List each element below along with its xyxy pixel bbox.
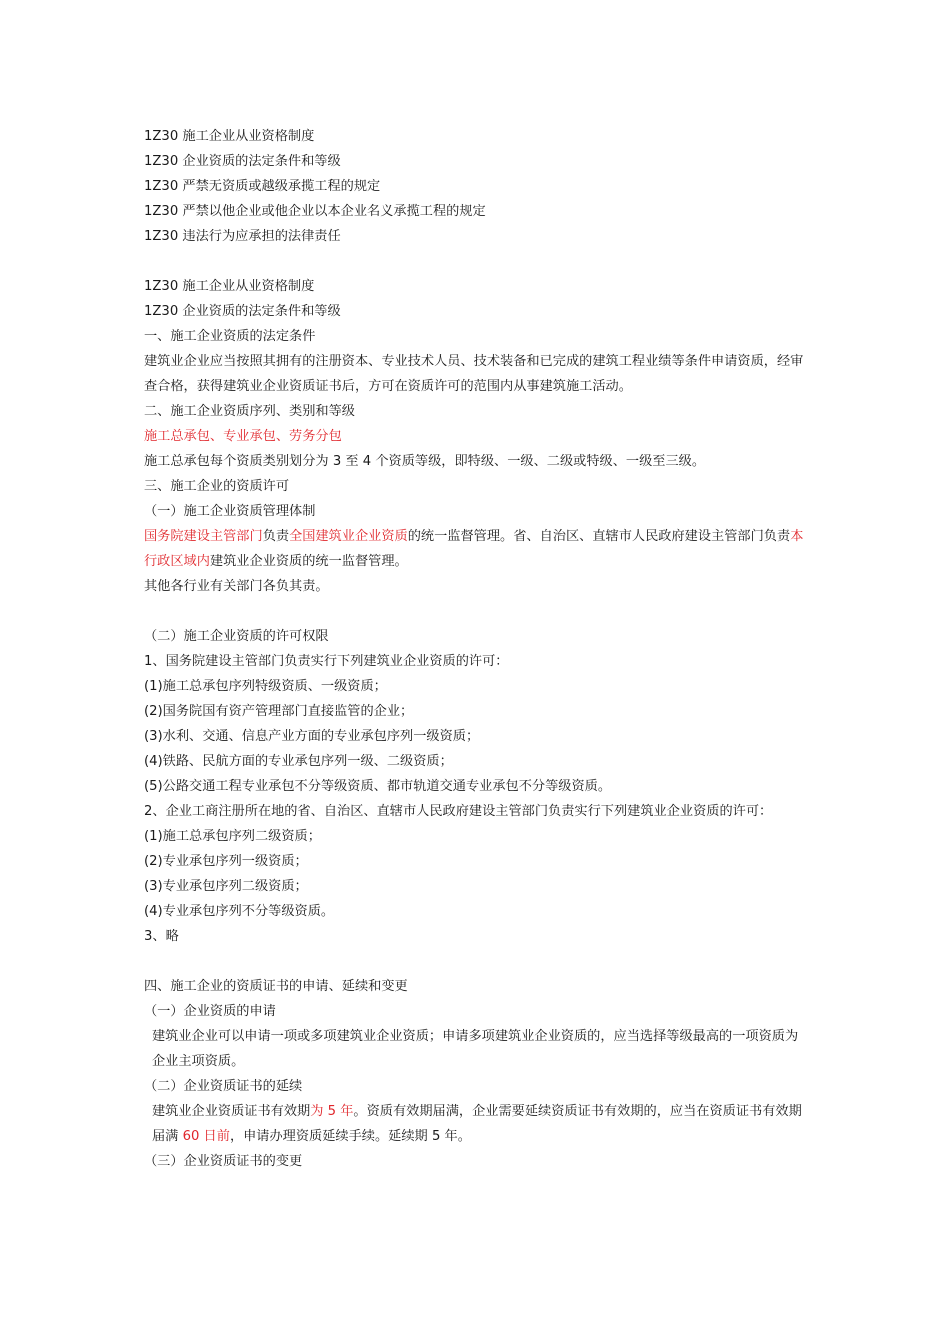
highlight-text: 全国建筑业企业资质 [289,529,408,544]
subheading-authority: （二）施工企业资质的许可权限 [144,629,329,644]
section-subtitle: 1Z30 企业资质的法定条件和等级 [144,304,341,319]
paragraph-renewal [144,1099,810,1149]
paragraph-other-departments: 其他各行业有关部门各负其责。 [144,579,329,594]
text-run: 建筑业企业资质证书有效期 [152,1104,311,1119]
spacer [144,599,810,624]
subheading-renewal: （二）企业资质证书的延续 [144,1079,303,1094]
list-item: (5)公路交通工程专业承包不分等级资质、都市轨道交通专业承包不分等级资质。 [144,779,612,794]
text-run: ，申请办理资质延续手续。延续期 5 年。 [229,1129,471,1144]
paragraph-conditions: 建筑业企业应当按照其拥有的注册资本、专业技术人员、技术装备和已完成的建筑工程业绩等条件申请资质，经审查合格，获得建筑业企业资质证书后，方可在资质许可的范围内从事建筑施工活动。 [144,354,804,394]
paragraph-grades: 施工总承包每个资质类别划分为 3 至 4 个资质等级，即特级、一级、二级或特级、一级至三级。 [144,454,706,469]
heading-certificate: 四、施工企业的资质证书的申请、延续和变更 [144,979,408,994]
text-run: 的统一监督管理。省、自治区、直辖市人民政府建设主管部门负责 [407,529,791,544]
heading-permit: 三、施工企业的资质许可 [144,479,290,494]
highlight-text: 国务院建设主管部门 [144,529,263,544]
highlight-text: 本行政区域内 [144,529,804,569]
spacer [144,949,810,974]
list-title: 2、企业工商注册所在地的省、自治区、直辖市人民政府建设主管部门负责实行下列建筑业企业资质的许可： [144,804,773,819]
section-title: 1Z30 施工企业从业资格制度 [144,279,315,294]
list-item: (3)专业承包序列二级资质； [144,879,308,894]
toc-item: 1Z30 企业资质的法定条件和等级 [144,154,341,169]
highlight-text: 为 5 年 [310,1104,354,1119]
list-item: (1)施工总承包序列特级资质、一级资质； [144,679,387,694]
subheading-change: （三）企业资质证书的变更 [144,1154,303,1169]
list-item: (4)专业承包序列不分等级资质。 [144,904,335,919]
spacer [144,249,810,274]
list-item: (2)专业承包序列一级资质； [144,854,308,869]
toc-item: 1Z30 严禁无资质或越级承揽工程的规定 [144,179,381,194]
list-item: (2)国务院国有资产管理部门直接监管的企业； [144,704,414,719]
heading-conditions: 一、施工企业资质的法定条件 [144,329,316,344]
text-run: 建筑业企业资质的统一监督管理。 [209,554,408,569]
subheading-application: （一）企业资质的申请 [144,1004,276,1019]
document-body [144,124,810,1174]
highlight-text: 60 日前 [182,1129,230,1144]
heading-sequence: 二、施工企业资质序列、类别和等级 [144,404,355,419]
toc-item: 1Z30 严禁以他企业或他企业以本企业名义承揽工程的规定 [144,204,486,219]
subheading-management: （一）施工企业资质管理体制 [144,504,316,519]
list-item: (3)水利、交通、信息产业方面的专业承包序列一级资质； [144,729,480,744]
list-item: 3、略 [144,929,179,944]
list-item: (4)铁路、民航方面的专业承包序列一级、二级资质； [144,754,453,769]
highlight-sequence: 施工总承包、专业承包、劳务分包 [144,429,342,444]
list-item: (1)施工总承包序列二级资质； [144,829,321,844]
text-run: 。资质有效期届满，企业需要延续资质证书有效期的，应当在资质证书有效期届满 [152,1104,802,1144]
list-title: 1、国务院建设主管部门负责实行下列建筑业企业资质的许可： [144,654,509,669]
toc-item: 1Z30 施工企业从业资格制度 [144,129,315,144]
toc-item: 1Z30 违法行为应承担的法律责任 [144,229,341,244]
paragraph-management [144,524,810,574]
text-run: 负责 [262,529,290,544]
paragraph-application: 建筑业企业可以申请一项或多项建筑业企业资质；申请多项建筑业企业资质的，应当选择等级最高的一项资质为企业主项资质。 [152,1029,799,1069]
